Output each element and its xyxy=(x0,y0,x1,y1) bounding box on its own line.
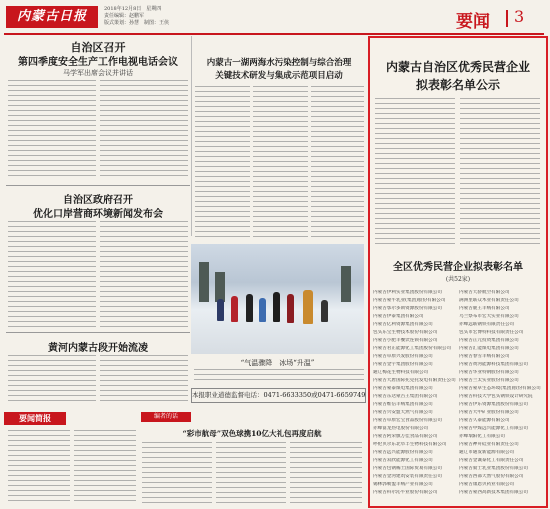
skater-figure xyxy=(303,290,313,324)
company-list-item: 内蒙古神舟硅业有限责任公司 xyxy=(459,442,519,447)
lottery-title: “彩市航母”双色球携10亿大礼包再度启航 xyxy=(182,429,322,438)
photo-caption: “气温骤降 冰场“升温” xyxy=(240,359,315,367)
company-list-item: 内蒙古大中矿业股份有限公司 xyxy=(459,410,519,415)
company-list-item: 赤峰富龙热电股份有限公司 xyxy=(373,426,429,431)
yellow-river-title: 黄河内蒙古段开始流凌 xyxy=(48,343,148,354)
company-list-item: 内蒙古包钢稀土国际贸易有限公司 xyxy=(373,466,442,471)
company-list-item: 内蒙古阿荣旗万佳食品有限公司 xyxy=(373,434,438,439)
lottery-body-col2 xyxy=(216,442,286,504)
company-list-item: 内蒙古兴安盟天然气有限公司 xyxy=(373,410,433,415)
company-list-item: 锡林郭勒盟羊绒产业有限公司 xyxy=(373,482,433,487)
company-list-item: 内蒙古大唐国际托克托发电有限责任公司 xyxy=(373,378,456,383)
company-list-item: 内蒙古草原宏宝食品股份有限公司 xyxy=(373,418,442,423)
port-body-col2 xyxy=(100,221,188,327)
lake-body-col2 xyxy=(253,86,308,238)
company-list-item: 内蒙古久泰能源有限公司 xyxy=(459,418,510,423)
company-list-item: 内蒙古鹿王羊绒有限公司 xyxy=(459,306,510,311)
company-list-item: 内蒙古华业特钢股份有限公司 xyxy=(459,370,519,375)
company-list-item: 内蒙古科技大学包头钢铁设计研究院 xyxy=(459,394,533,399)
company-list-item: 内蒙古伊东资源集团股份有限公司 xyxy=(459,402,528,407)
company-list-item: 内蒙古春雪羊绒有限公司 xyxy=(459,354,510,359)
company-list-item: 内蒙古君正能源化工集团股份有限公司 xyxy=(373,346,452,351)
port-body-col1 xyxy=(8,221,96,327)
masthead xyxy=(4,4,544,32)
company-list-item: 内蒙古西部天然气股份有限公司 xyxy=(459,474,524,479)
company-list-item: 赤峰远联钢铁有限责任公司 xyxy=(459,322,515,327)
skater-figure xyxy=(217,299,224,321)
list-count: (共52家) xyxy=(445,276,471,283)
column-divider-1 xyxy=(191,36,192,236)
editor-line: 责任编辑：赵鹏军 xyxy=(104,13,145,19)
skating-photo xyxy=(191,244,364,354)
notice-box xyxy=(368,36,548,508)
news-brief-banner: 要闻简报 xyxy=(4,412,66,425)
company-list-item: 内蒙古汇能煤电集团有限公司 xyxy=(459,346,519,351)
lake-title-line1: 内蒙古一湖两海水污染控制与综合治理 xyxy=(206,58,352,68)
company-list-item: 内蒙古金宇集团股份有限公司 xyxy=(373,362,433,367)
yellow-river-body-col2 xyxy=(100,355,188,405)
company-list-item: 内蒙古亿利资源集团有限公司 xyxy=(373,322,433,327)
lake-title-line2: 关键技术研发与集成示范项目启动 xyxy=(215,71,343,81)
brief-body-col1 xyxy=(8,430,70,504)
company-list-item: 内蒙古小肥羊餐饮连锁有限公司 xyxy=(373,338,438,343)
company-list-item: 内蒙古伊利实业集团股份有限公司 xyxy=(373,290,442,295)
company-list-item: 乌兰察布市宏大实业有限公司 xyxy=(459,314,519,319)
lottery-body-col3 xyxy=(290,442,362,504)
company-list-item: 内蒙古东达蒙古王集团有限公司 xyxy=(373,394,438,399)
company-list-item: 内蒙古骑士乳业集团股份有限公司 xyxy=(459,466,528,471)
company-list-item: 内蒙古伊泰集团有限公司 xyxy=(373,314,424,319)
skater-figure xyxy=(321,300,328,322)
safety-title-line2: 第四季度安全生产工作电视电话会议 xyxy=(18,57,178,68)
company-list-item: 内蒙古金河建筑安装有限责任公司 xyxy=(373,474,442,479)
company-list-item: 内蒙古蒙牛乳业(集团)股份有限公司 xyxy=(373,298,446,303)
hotline-notice: 本报职业道德监督电话：0471-6633350或0471-6659749 xyxy=(191,388,366,403)
left-divider-2 xyxy=(6,332,190,333)
masthead-meta xyxy=(104,6,169,27)
tree-shape xyxy=(341,266,351,302)
company-list-item: 内蒙古康恩贝药业有限公司 xyxy=(459,482,515,487)
issue-date: 2018年12月8日 星期四 xyxy=(104,6,162,12)
company-list-item: 满洲里联众木业有限责任公司 xyxy=(459,298,519,303)
port-title-line2: 优化口岸营商环境新闻发布会 xyxy=(33,209,163,220)
company-list-item: 内蒙古正元投资集团有限公司 xyxy=(459,338,519,343)
company-list-item: 内蒙古兰太实业股份有限公司 xyxy=(459,378,519,383)
page-number: 3 xyxy=(514,7,525,26)
safety-body-col1 xyxy=(8,80,96,180)
notice-body-col2 xyxy=(460,98,540,248)
photo-caption-body xyxy=(194,369,364,383)
skater-figure xyxy=(287,294,294,323)
skater-figure xyxy=(231,296,238,322)
company-list-item: 内蒙古鄂尔多斯资源股份有限公司 xyxy=(373,306,442,311)
notice-body-col1 xyxy=(375,98,455,248)
lottery-body-col1 xyxy=(142,442,212,504)
company-list-item: 赤峰瑞阳化工有限公司 xyxy=(459,434,505,439)
safety-title-line1: 自治区召开 xyxy=(70,41,126,54)
notice-title-line2: 拟表彰名单公示 xyxy=(415,78,500,92)
company-list-item: 包头市宏博特科技有限责任公司 xyxy=(459,330,524,335)
masthead-rule xyxy=(4,33,544,35)
company-list-item: 内蒙古金诚泰化工有限责任公司 xyxy=(459,458,524,463)
notice-title-line1: 内蒙古自治区优秀民营企业 xyxy=(385,60,530,74)
tree-shape xyxy=(199,262,209,302)
tree-shape xyxy=(215,272,225,302)
editor-note-banner: 编者的话 xyxy=(141,412,191,422)
company-list-item: 内蒙古远兴能源股份有限公司 xyxy=(373,450,433,455)
company-list-item: 内蒙古蒙泰煤电集团有限公司 xyxy=(373,386,433,391)
layout-line: 版式策划：孙慧 制图：王侠 xyxy=(104,20,170,26)
safety-body-col2 xyxy=(100,80,188,180)
company-list-item: 内蒙古草原兴发股份有限公司 xyxy=(373,354,433,359)
lake-body-col1 xyxy=(195,86,250,238)
left-divider-1 xyxy=(6,185,190,186)
company-list-item: 内蒙古黄河能源科技集团有限公司 xyxy=(459,362,528,367)
skater-figure xyxy=(246,294,253,322)
company-list-item: 内蒙古中煤远兴能源化工有限公司 xyxy=(459,426,528,431)
company-list-item: 内蒙古天骄航空有限公司 xyxy=(459,290,510,295)
list-title: 全区优秀民营企业拟表彰名单 xyxy=(393,262,523,273)
skater-figure xyxy=(273,292,280,322)
company-list-item: 通辽梅花生物科技有限公司 xyxy=(373,370,429,375)
lake-body-col3 xyxy=(311,86,364,238)
company-list-item: 内蒙古蒙西高新技术集团有限公司 xyxy=(459,490,528,495)
safety-subtitle: 马学军出席会议并讲话 xyxy=(63,69,133,77)
company-list-item: 内蒙古维信羊绒集团有限公司 xyxy=(373,402,433,407)
company-list-item: 包头东宝生物技术股份有限公司 xyxy=(373,330,438,335)
port-title-line1: 自治区政府召开 xyxy=(63,195,133,206)
page-number-divider xyxy=(506,10,508,27)
brief-body-col2 xyxy=(74,430,136,504)
yellow-river-body-col1 xyxy=(8,355,96,405)
section-label: 要闻 xyxy=(456,12,490,32)
company-list-item: 呼伦贝尔东北阜丰生物科技有限公司 xyxy=(373,442,447,447)
skater-figure xyxy=(259,298,266,322)
company-list-item: 内蒙古双欣能源化工有限公司 xyxy=(373,458,433,463)
company-list-item: 内蒙古蒙草生态环境(集团)股份有限公司 xyxy=(459,386,541,391)
company-list-item: 内蒙古科尔沁牛业股份有限公司 xyxy=(373,490,438,495)
newspaper-logo: 内蒙古日报 xyxy=(6,6,98,28)
company-list-item: 通辽市通发新能源有限公司 xyxy=(459,450,515,455)
